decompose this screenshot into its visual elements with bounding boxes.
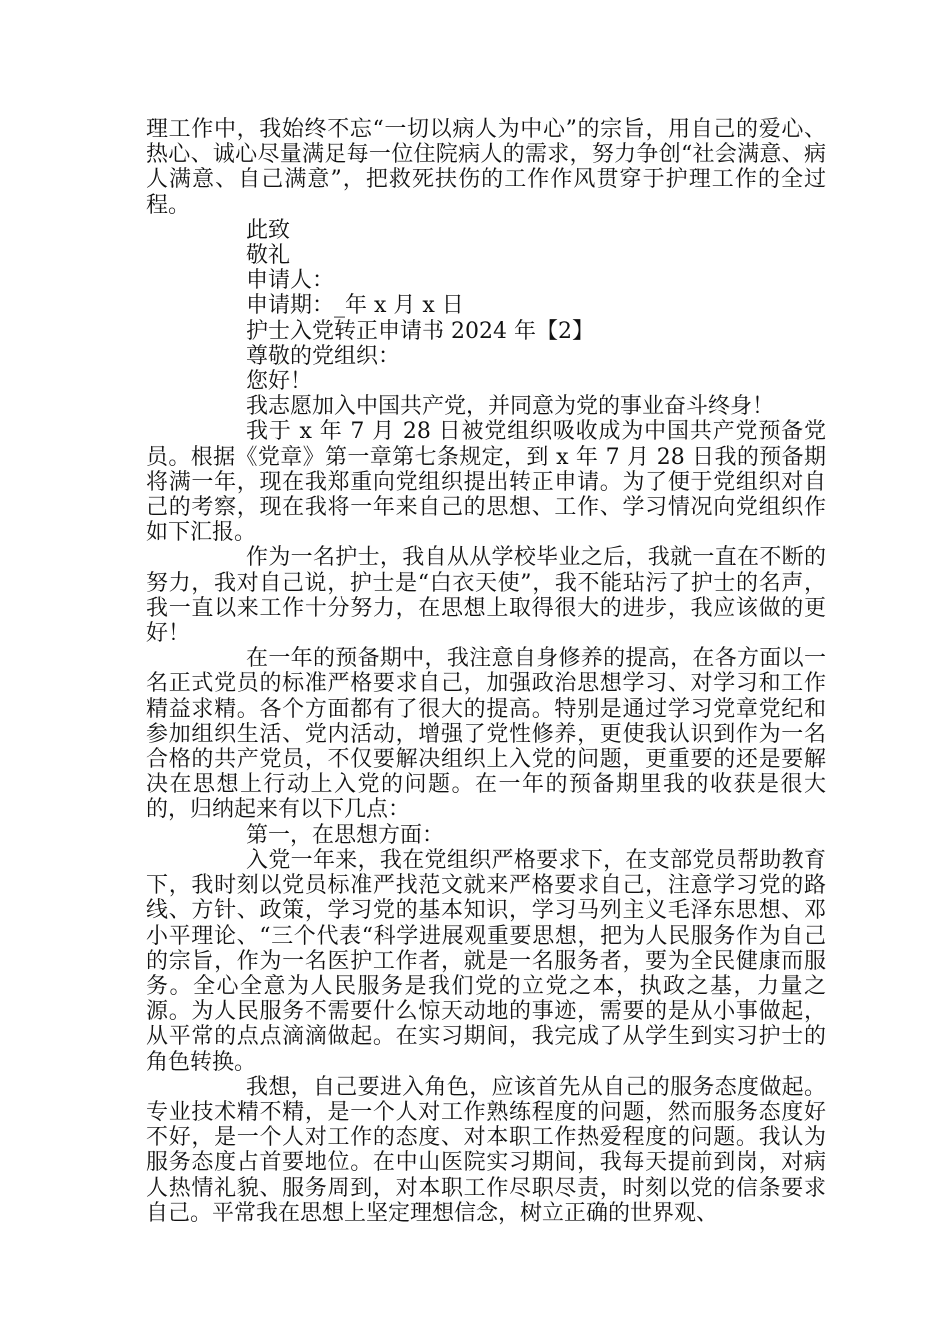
paragraph: 我志愿加入中国共产党，并同意为党的事业奋斗终身！ bbox=[246, 394, 775, 420]
closing-line-2: 敬礼 bbox=[246, 243, 291, 269]
salutation: 尊敬的党组织： bbox=[246, 343, 401, 369]
paragraph: 我想，自己要进入角色，应该首先从自己的服务态度做起。专业技术精不精，是一个人对工作熟练程度的问题，然而服务态度好不好，是一个人对工作的态度、对本职工作热爱程度的问题。我认为服务态度占首要地位。在中山医院实习期间，我每天提前到岗，对病人热情礼貌、服务周到，对本职工作尽职尽责，时刻以党的信条要求自己。平常我在思想上坚定理想信念，树立正确的世界观、 bbox=[146, 1074, 826, 1226]
apply-date-line: 申请期：_年 x 月 x 日 bbox=[246, 293, 464, 319]
paragraph: 入党一年来，我在党组织严格要求下，在支部党员帮助教育下，我时刻以党员标准严找范文就来严格要求自己，注意学习党的路线、方针、政策，学习党的基本知识，学习马列主义毛泽东思想、邓小平理论、“三个代表“科学进展观重要思想，把为人民服务作为自己的宗旨，作为一名医护工作者，就是一名服务者，要为全民健康而服务。全心全意为人民服务是我们党的立党之本，执政之基，力量之源。为人民服务不需要什么惊天动地的事迹，需要的是从小事做起，从平常的点点滴滴做起。在实习期间，我完成了从学生到实习护士的角色转换。 bbox=[146, 847, 826, 1075]
closing-line-1: 此致 bbox=[246, 217, 291, 243]
applicant-line: 申请人： bbox=[246, 268, 335, 294]
greeting: 您好！ bbox=[246, 369, 313, 395]
section-title: 护士入党转正申请书 2024 年【2】 bbox=[246, 318, 594, 344]
paragraph: 我于 x 年 7 月 28 日被党组织吸收成为中国共产党预备党员。根据《党章》第一章第七条规定，到 x 年 7 月 28 日我的预备期将满一年，现在我郑重向党组织提出转正申请。为了便于党组织对自己的考察，现在我将一年来自己的思想、工作、学习情况向党组织作如下汇报。 bbox=[146, 419, 826, 546]
paragraph: 第一，在思想方面： bbox=[246, 822, 445, 848]
paragraph: 作为一名护士，我自从从学校毕业之后，我就一直在不断的努力，我对自己说，护士是“白衣天使”，我不能玷污了护士的名声，我一直以来工作十分努力，在思想上取得很大的进步，我应该做的更好！ bbox=[146, 545, 826, 647]
document-page bbox=[146, 117, 826, 1226]
opening-paragraph: 理工作中，我始终不忘“一切以病人为中心”的宗旨，用自己的爱心、热心、诚心尽量满足每一位住院病人的需求，努力争创“社会满意、病人满意、自己满意”，把救死扶伤的工作作风贯穿于护理工作的全过程。 bbox=[146, 117, 826, 218]
paragraph: 在一年的预备期中，我注意自身修养的提高，在各方面以一名正式党员的标准严格要求自己，加强政治思想学习、对学习和工作精益求精。各个方面都有了很大的提高。特别是通过学习党章党纪和参加组织生活、党内活动，增强了党性修养，更使我认识到作为一名合格的共产党员，不仅要解决组织上入党的问题，更重要的还是要解决在思想上行动上入党的问题。在一年的预备期里我的收获是很大的，归纳起来有以下几点： bbox=[146, 646, 826, 823]
